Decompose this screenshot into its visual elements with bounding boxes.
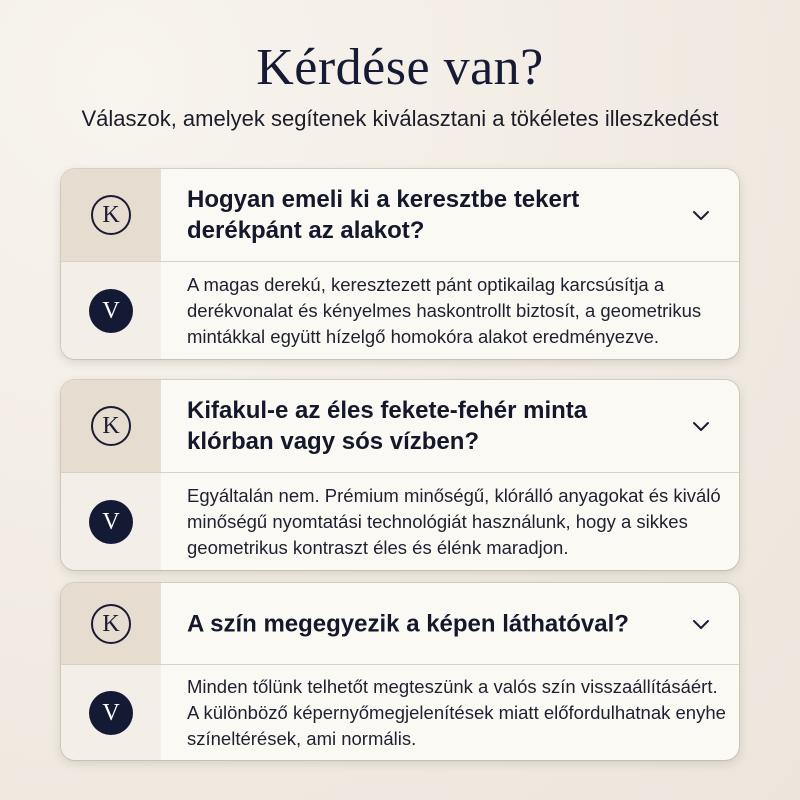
page-subtitle: Válaszok, amelyek segítenek kiválasztani a tökéletes illeszkedést bbox=[81, 106, 719, 131]
faq-question: Kifakul-e az éles fekete-fehér minta klórban vagy sós vízben? bbox=[187, 397, 588, 455]
answer-badge: V bbox=[89, 289, 133, 333]
faq-answer-row bbox=[61, 262, 739, 359]
question-badge-panel bbox=[61, 380, 161, 472]
question-badge-panel bbox=[61, 169, 161, 261]
answer-badge-panel bbox=[61, 262, 161, 359]
faq-answer: A magas derekú, keresztezett pánt optikailag karcsúsítja a derékvonalat és kényelmes haskontrollt biztosít, a geometrikus mintákkal együtt hízelgő homokóra alakot eredményezve. bbox=[187, 273, 702, 347]
chevron-down-icon[interactable] bbox=[689, 612, 713, 636]
chevron-down-icon[interactable] bbox=[689, 203, 713, 227]
question-badge-panel bbox=[61, 583, 161, 664]
question-badge: K bbox=[91, 604, 131, 644]
answer-badge-panel bbox=[61, 665, 161, 760]
faq-question-row[interactable] bbox=[61, 583, 739, 665]
faq-question: Hogyan emeli ki a keresztbe tekert derékpánt az alakot? bbox=[187, 186, 580, 244]
question-badge: K bbox=[91, 406, 131, 446]
faq-item-2 bbox=[61, 380, 739, 570]
faq-answer-row bbox=[61, 473, 739, 570]
faq-answer: Egyáltalán nem. Prémium minőségű, klórálló anyagokat és kiváló minőségű nyomtatási technológiát használunk, hogy a sikkes geometrikus kontraszt éles és élénk maradjon. bbox=[187, 484, 721, 558]
faq-question: A szín megegyezik a képen láthatóval? bbox=[187, 610, 629, 637]
faq-question-row[interactable] bbox=[61, 169, 739, 262]
question-badge: K bbox=[91, 195, 131, 235]
answer-badge-panel bbox=[61, 473, 161, 570]
faq-item-3 bbox=[61, 583, 739, 760]
faq-answer-row bbox=[61, 665, 739, 760]
faq-question-row[interactable] bbox=[61, 380, 739, 473]
answer-badge: V bbox=[89, 691, 133, 735]
faq-answer: Minden tőlünk telhetőt megteszünk a valós szín visszaállításáért. A különböző képernyőmegjelenítések miatt előfordulhatnak enyhe színeltérések, ami normális. bbox=[187, 675, 726, 749]
faq-item-1 bbox=[61, 169, 739, 359]
answer-badge: V bbox=[89, 500, 133, 544]
page-title: Kérdése van? bbox=[256, 39, 544, 96]
chevron-down-icon[interactable] bbox=[689, 414, 713, 438]
